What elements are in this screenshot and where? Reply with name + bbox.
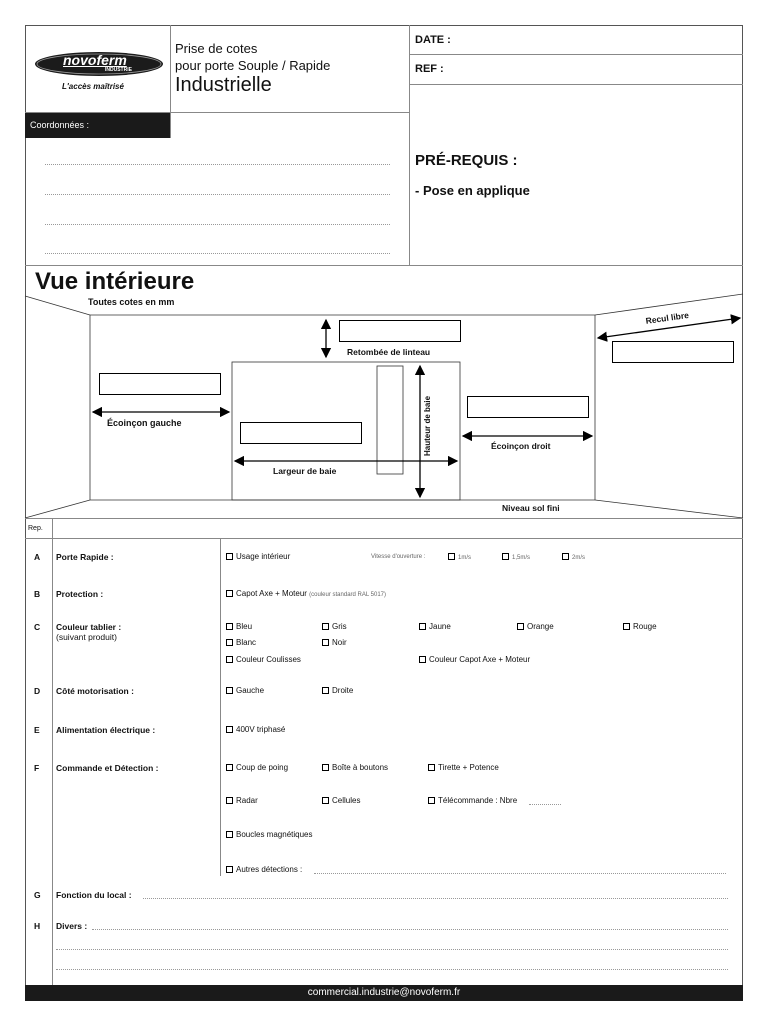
divers-field[interactable] [56, 969, 728, 970]
title-line-1: Prise de cotes [175, 41, 258, 56]
tagline: L'accès maîtrisé [62, 82, 124, 91]
rep-c: C [34, 622, 41, 632]
radar-checkbox[interactable]: Radar [226, 796, 258, 805]
gauche-checkbox[interactable]: Gauche [226, 686, 264, 695]
cote-label: Côté motorisation : [56, 686, 134, 696]
rep-a: A [34, 552, 41, 562]
fonction-field[interactable] [143, 898, 728, 899]
ecoincon-droit-input[interactable] [467, 396, 589, 418]
rep-d: D [34, 686, 41, 696]
retombee-input[interactable] [339, 320, 461, 342]
rep-h: H [34, 921, 41, 931]
largeur-input[interactable] [240, 422, 362, 444]
divers-label: Divers : [56, 921, 88, 931]
recul-input[interactable] [612, 341, 734, 363]
vitesse-label: Vitesse d'ouverture : [371, 554, 426, 560]
title-line-2: pour porte Souple / Rapide [175, 58, 331, 73]
footer-email[interactable]: commercial.industrie@novoferm.fr [25, 985, 743, 1001]
hauteur-label: Hauteur de baie [423, 395, 432, 456]
boite-checkbox[interactable]: Boîte à boutons [322, 763, 388, 772]
rep-e: E [34, 725, 40, 735]
niveau-label: Niveau sol fini [502, 503, 560, 513]
alimentation-label: Alimentation électrique : [56, 725, 156, 735]
recul-label: Recul libre [645, 309, 690, 326]
protection-label: Protection : [56, 589, 104, 599]
speed-15-checkbox[interactable]: 1,5m/s [502, 553, 530, 561]
tirette-checkbox[interactable]: Tirette + Potence [428, 763, 499, 772]
gris-checkbox[interactable]: Gris [322, 622, 347, 631]
coordonnees-label: Coordonnées : [30, 120, 90, 130]
ecoincon-droit-label: Écoinçon droit [491, 441, 551, 451]
rep-f: F [34, 763, 40, 773]
divider [220, 538, 221, 876]
prerequis-item: - Pose en applique [415, 183, 530, 198]
logo-sub: INDUSTRIE [105, 67, 132, 73]
ecoincon-gauche-input[interactable] [99, 373, 221, 395]
divider [25, 518, 743, 519]
couleur-label: Couleur tablier : [56, 622, 122, 632]
jaune-checkbox[interactable]: Jaune [419, 622, 451, 631]
bleu-checkbox[interactable]: Bleu [226, 622, 252, 631]
commande-label: Commande et Détection : [56, 763, 159, 773]
date-label: DATE : [415, 34, 451, 46]
autres-checkbox[interactable]: Autres détections : [226, 865, 302, 874]
title-line-3: Industrielle [175, 74, 272, 96]
speed-2-checkbox[interactable]: 2m/s [562, 553, 585, 561]
divider [52, 518, 53, 985]
boucles-checkbox[interactable]: Boucles magnétiques [226, 830, 313, 839]
telecommande-nbre-field[interactable] [529, 804, 561, 805]
ecoincon-gauche-label: Écoinçon gauche [107, 418, 182, 428]
rep-g: G [34, 890, 41, 900]
telecommande-checkbox[interactable]: Télécommande : Nbre [428, 796, 517, 805]
porte-rapide-label: Porte Rapide : [56, 552, 114, 562]
prerequis-title: PRÉ-REQUIS : [415, 152, 518, 169]
logo-text: novoferm [63, 52, 127, 68]
divider [25, 538, 743, 539]
v400-checkbox[interactable]: 400V triphasé [226, 725, 285, 734]
autres-field[interactable] [314, 873, 726, 874]
orange-checkbox[interactable]: Orange [517, 622, 554, 631]
largeur-label: Largeur de baie [273, 466, 337, 476]
diagram-title: Vue intérieure [35, 268, 195, 295]
divers-field[interactable] [56, 949, 728, 950]
coulisses-checkbox[interactable]: Couleur Coulisses [226, 655, 301, 664]
retombee-label: Retombée de linteau [347, 347, 431, 357]
droite-checkbox[interactable]: Droite [322, 686, 353, 695]
couleur-sub: (suivant produit) [56, 632, 117, 642]
speed-1-checkbox[interactable]: 1m/s [448, 553, 471, 561]
cellules-checkbox[interactable]: Cellules [322, 796, 360, 805]
blanc-checkbox[interactable]: Blanc [226, 638, 256, 647]
fonction-label: Fonction du local : [56, 890, 132, 900]
noir-checkbox[interactable]: Noir [322, 638, 347, 647]
divers-field[interactable] [92, 929, 728, 930]
diagram-subtitle: Toutes cotes en mm [88, 297, 175, 307]
couleur-capot-checkbox[interactable]: Couleur Capot Axe + Moteur [419, 655, 530, 664]
rouge-checkbox[interactable]: Rouge [623, 622, 657, 631]
ref-label: REF : [415, 63, 444, 75]
usage-checkbox[interactable]: Usage intérieur [226, 552, 290, 561]
capot-checkbox[interactable]: Capot Axe + Moteur (couleur standard RAL 5017) [226, 589, 386, 598]
rep-header: Rep. [28, 525, 43, 532]
rep-b: B [34, 589, 41, 599]
coup-checkbox[interactable]: Coup de poing [226, 763, 288, 772]
